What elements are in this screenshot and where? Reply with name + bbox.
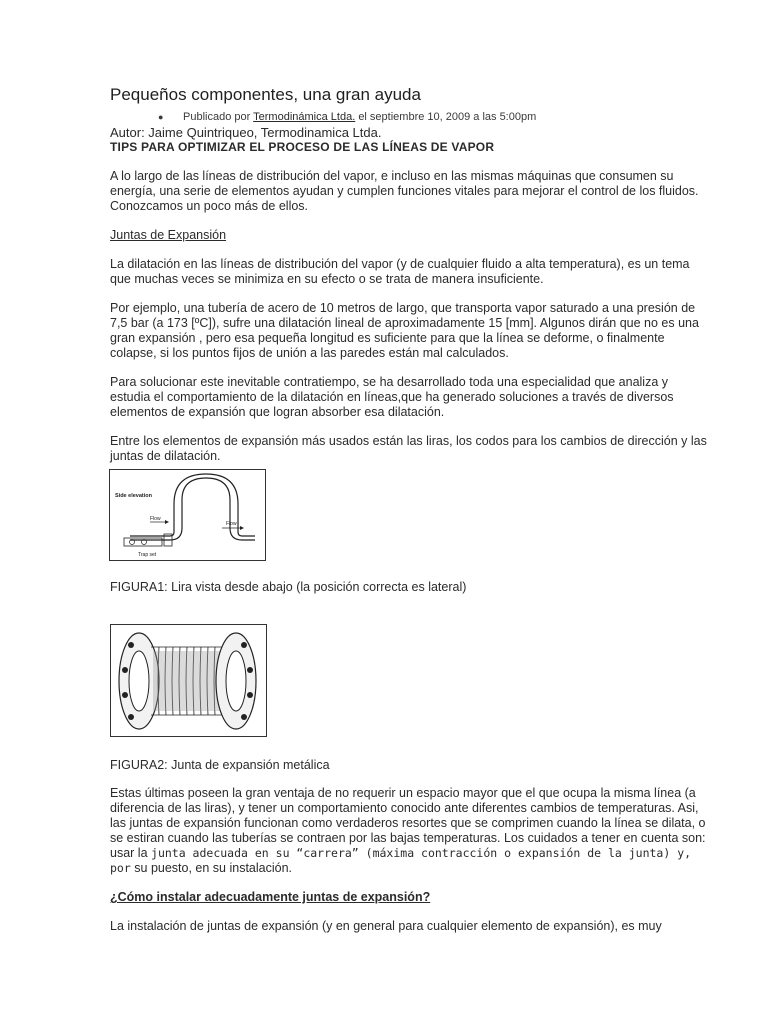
paragraph-5-end: su puesto, en su instalación. (134, 861, 293, 875)
lower-section (110, 786, 710, 934)
figure-1-flow-in-label: Flow (150, 516, 161, 522)
paragraph-3: Para solucionar este inevitable contratiempo, se ha desarrollado toda una especialidad que analiza y estudia el comportamiento de la dilatación en líneas,que ha generado soluciones a través de diversos elementos de expansión que logran absorber esa dilatación. (110, 375, 674, 419)
figure-1-caption: FIGURA1: Lira vista desde abajo (la posición correcta es lateral) (110, 580, 467, 594)
paragraph-5-main: Estas últimas poseen la gran ventaja de no requerir un espacio mayor que el que ocupa la misma línea (a diferencia de las liras), y tener un comportamiento conocido ante diferentes cambios de temperaturas. Asi, las juntas de expansión funcionan como verdaderos resortes que se comprimen cuando la línea se dilata, o se estiran cuando las tuberías se contraen por las bajas temperaturas. Los cuidados a tener en cuenta son: usar la (110, 786, 706, 860)
paragraph-6: La instalación de juntas de expansión (y en general para cualquier elemento de expansión), es muy (110, 919, 662, 933)
figure-1-image (109, 469, 266, 561)
publisher-link[interactable]: Termodinámica Ltda. (253, 111, 356, 123)
figure-2-caption: FIGURA2: Junta de expansión metálica (110, 758, 330, 772)
published-suffix: el septiembre 10, 2009 a las 5:00pm (358, 111, 537, 123)
page-title: Pequeños componentes, una gran ayuda (110, 85, 421, 104)
document-page (110, 84, 710, 464)
publication-meta (110, 110, 710, 124)
figure-1-side-label: Side elevation (115, 493, 152, 499)
question-heading: ¿Cómo instalar adecuadamente juntas de expansión? (110, 890, 431, 904)
published-prefix: Publicado por (183, 111, 251, 123)
intro-paragraph: A lo largo de las líneas de distribución del vapor, e incluso en las mismas máquinas que consumen su energía, una serie de elementos ayudan y cumplen funciones vitales para mejorar el control de los fluidos. Conozcamos un poco más de ellos. (110, 169, 699, 213)
section-heading: Juntas de Expansión (110, 228, 227, 242)
figure-1-flow-out-label: Flow (226, 521, 237, 527)
paragraph-1: La dilatación en las líneas de distribución del vapor (y de cualquier fluido a alta temperatura), es un tema que muchas veces se minimiza en su efecto o se trata de manera insuficiente. (110, 257, 690, 286)
paragraph-4: Entre los elementos de expansión más usados están las liras, los codos para los cambios de dirección y las juntas de dilatación. (110, 434, 707, 463)
tips-heading: TIPS PARA OPTIMIZAR EL PROCESO DE LAS LÍNEAS DE VAPOR (110, 140, 495, 154)
figure-1-trap-label: Trap set (138, 552, 157, 558)
paragraph-5 (110, 786, 710, 876)
paragraph-2: Por ejemplo, una tubería de acero de 10 metros de largo, que transporta vapor saturado a una presión de 7,5 bar (a 173 [ºC]), sufre una dilatación lineal de aproximadamente 15 [mm]. Algunos dirán que no es una gran expansión , pero esa pequeña longitud es suficiente para que la línea se deforme, o finalmente colapse, si los puntos fijos de unión a las paredes están mal calculados. (110, 301, 699, 360)
author-line: Autor: Jaime Quintriqueo, Termodinamica Ltda. (110, 125, 382, 140)
bullet-icon: ● (158, 112, 164, 122)
figure-2-image (110, 624, 267, 737)
paragraph-5-mono: junta adecuada en su “carrera” (máxima contracción o expansión de la junta) y, por (110, 846, 692, 875)
